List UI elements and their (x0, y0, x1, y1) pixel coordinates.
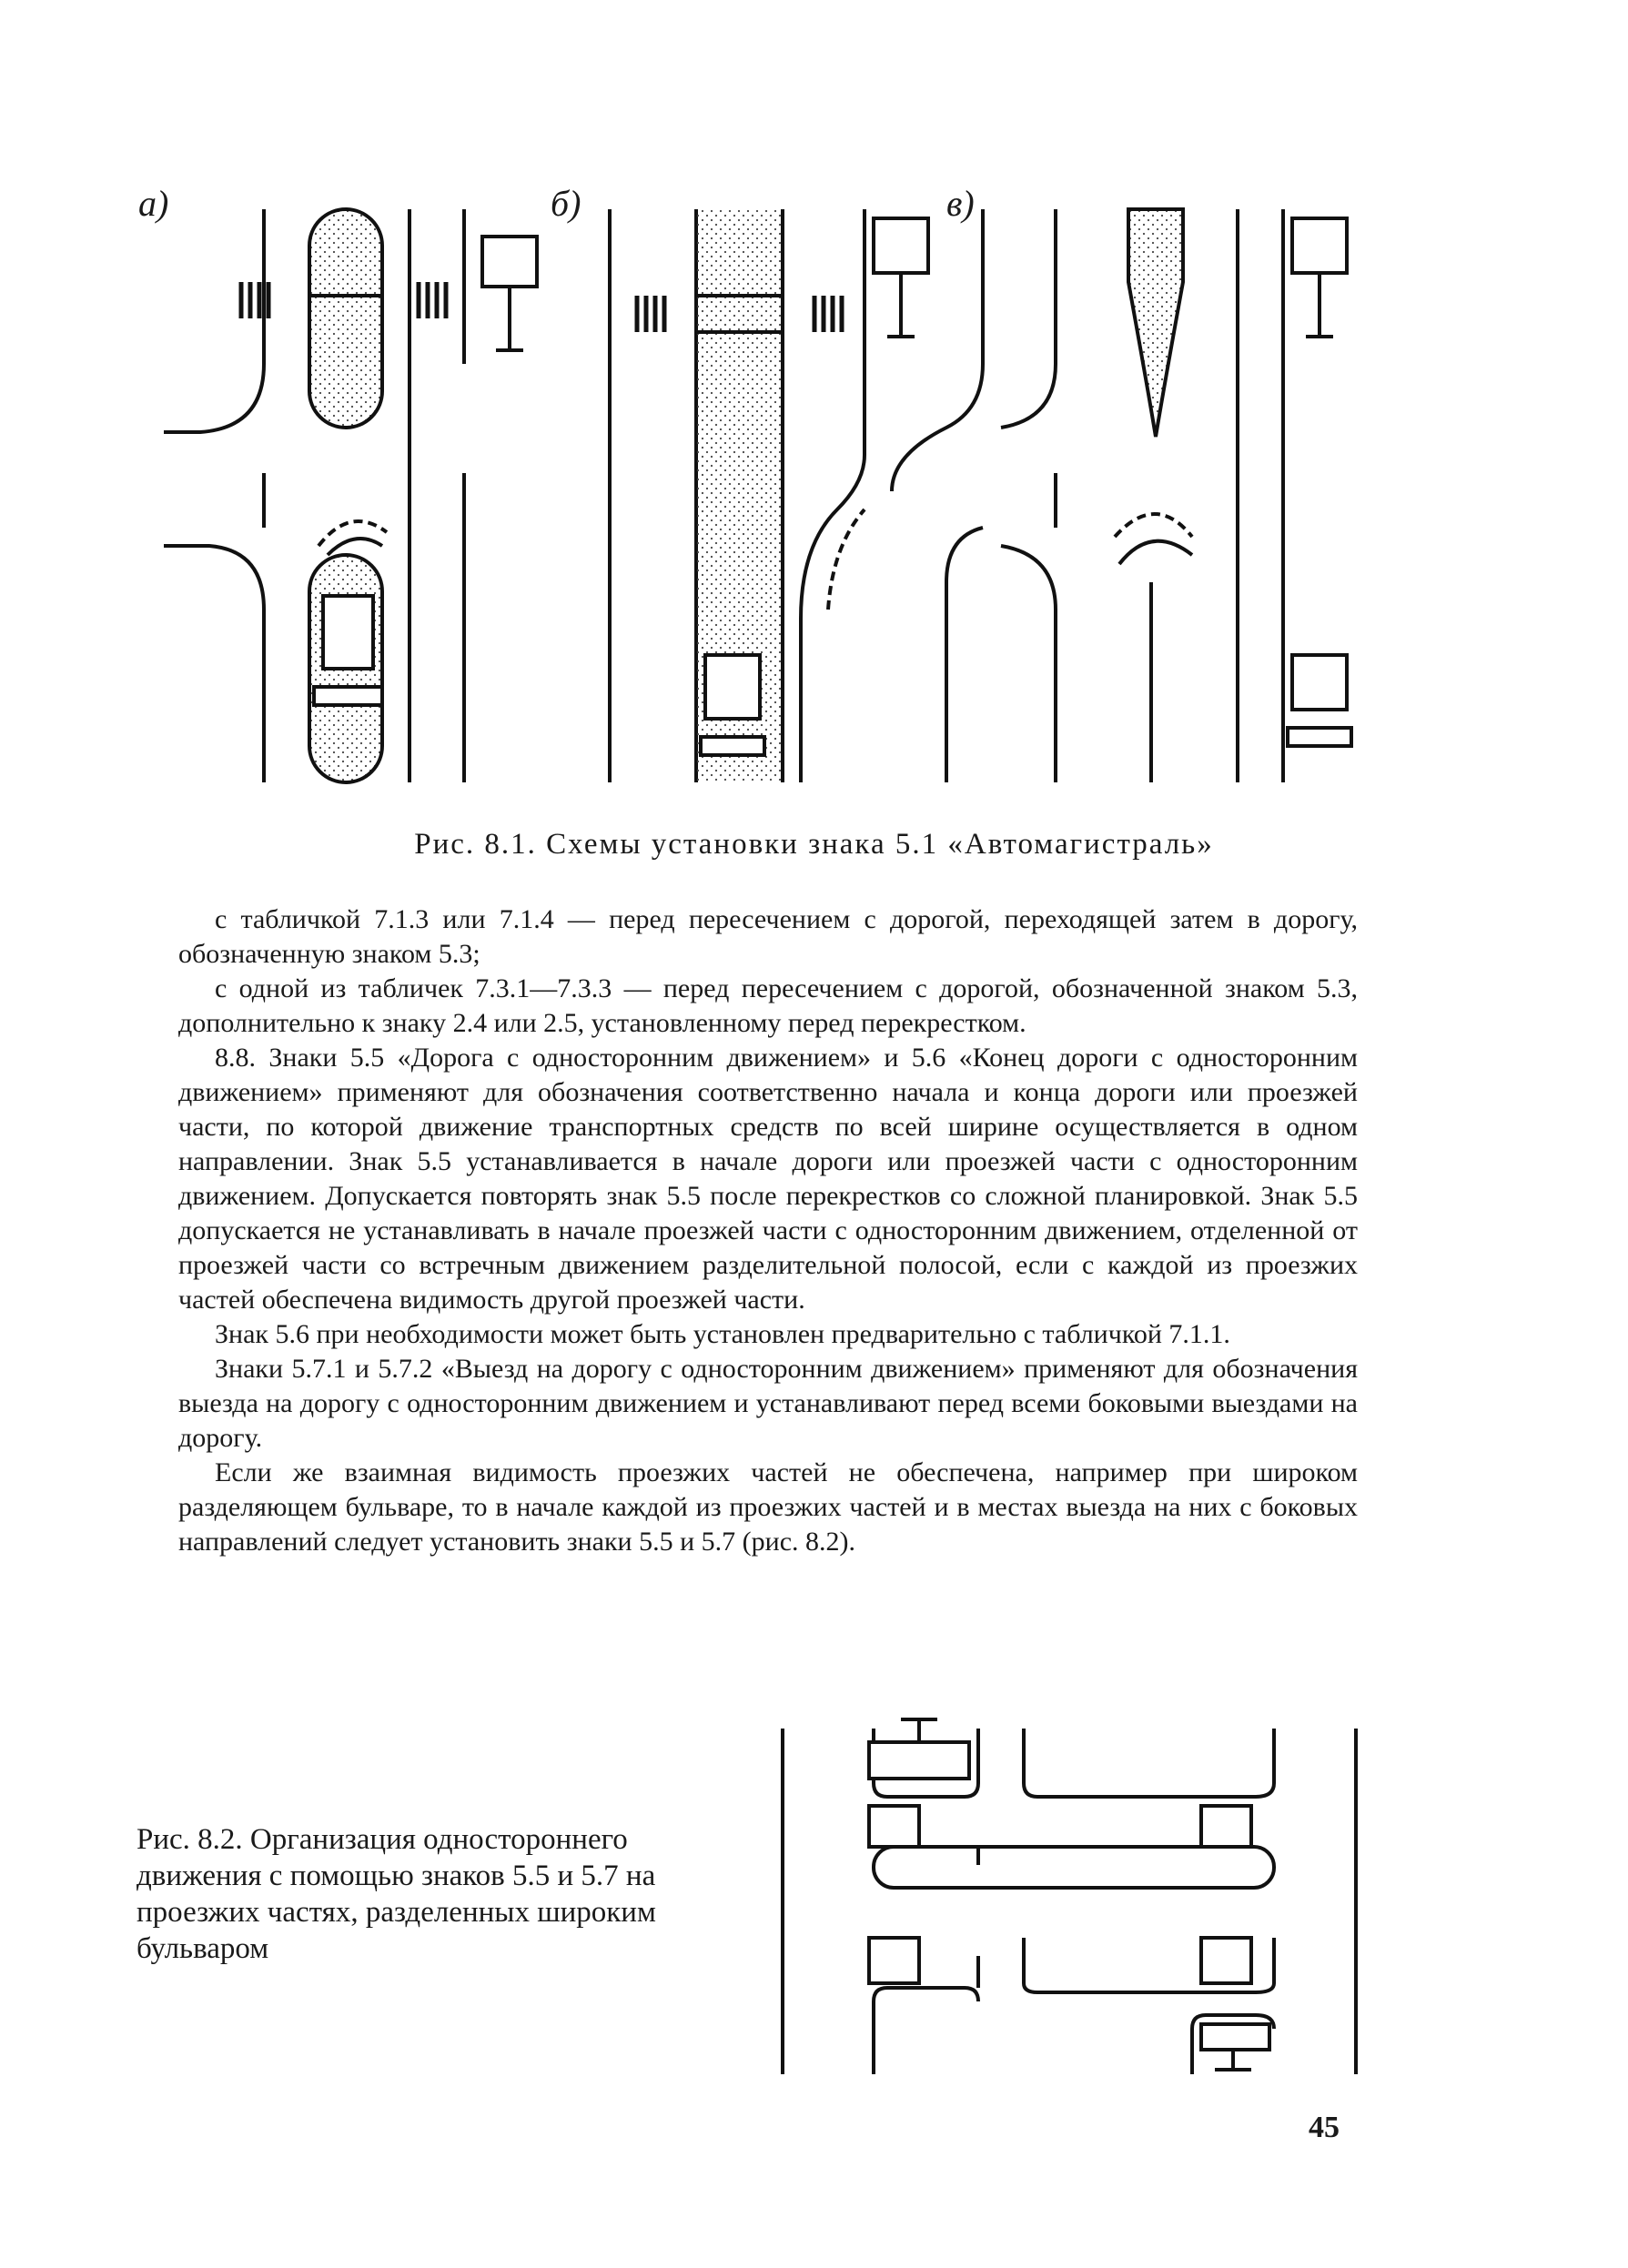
paragraph-5: Знаки 5.7.1 и 5.7.2 «Выезд на дорогу с односторонним движением» применяют для обозначения выезда на дорогу с односторонним движением и устанавливают перед всеми боковыми выездами на дорогу. (178, 1354, 1358, 1453)
panel-label-a: а) (138, 183, 169, 224)
body-text (178, 902, 1358, 1559)
paragraph-2: с одной из табличек 7.3.1—7.3.3 — перед пересечением с дорогой, обозначенной знаком 5.3, дополнительно к знаку 2.4 или 2.5, установленному перед перекрестком. (178, 973, 1358, 1038)
figure-8-1 (138, 182, 1401, 801)
paragraph-4: Знак 5.6 при необходимости может быть установлен предварительно с табличкой 7.1.1. (215, 1319, 1230, 1349)
figure-8-1-drawing (146, 182, 1401, 801)
figure-8-2 (764, 1710, 1365, 2083)
panel-label-b: б) (551, 183, 581, 224)
paragraph-1: с табличкой 7.1.3 или 7.1.4 — перед пересечением с дорогой, переходящей затем в дорогу, обозначенную знаком 5.3; (178, 904, 1358, 969)
panel-label-c: в) (946, 183, 975, 224)
page-number: 45 (1309, 2111, 1340, 2144)
figure-8-2-drawing (764, 1710, 1365, 2083)
paragraph-6: Если же взаимная видимость проезжих частей не обеспечена, например при широком разделяющем бульваре, то в начале каждой из проезжих частей и в местах выезда на них с боковых направлений следует установить знаки 5.5 и 5.7 (рис. 8.2). (178, 1457, 1358, 1557)
figure-8-2-caption: Рис. 8.2. Организация одностороннего движения с помощью знаков 5.5 и 5.7 на проезжих частях, разделенных широким бульваром (137, 1823, 656, 1965)
figure-8-1-caption: Рис. 8.1. Схемы установки знака 5.1 «Автомагистраль» (414, 828, 1214, 861)
paragraph-3: 8.8. Знаки 5.5 «Дорога с односторонним движением» и 5.6 «Конец дороги с односторонним движением» применяют для обозначения соответственно начала и конца дороги или проезжей части, по которой движение транспортных средств по всей ширине осуществляется в одном направлении. Знак 5.5 устанавливается в начале дороги или проезжей части с односторонним движением. Допускается повторять знак 5.5 после перекрестков со сложной планировкой. Знак 5.5 допускается не устанавливать в начале проезжей части с односторонним движением, отделенной от проезжей части со встречным движением разделительной полосой, если с каждой из проезжих частей обеспечена видимость другой проезжей части. (178, 1043, 1358, 1315)
